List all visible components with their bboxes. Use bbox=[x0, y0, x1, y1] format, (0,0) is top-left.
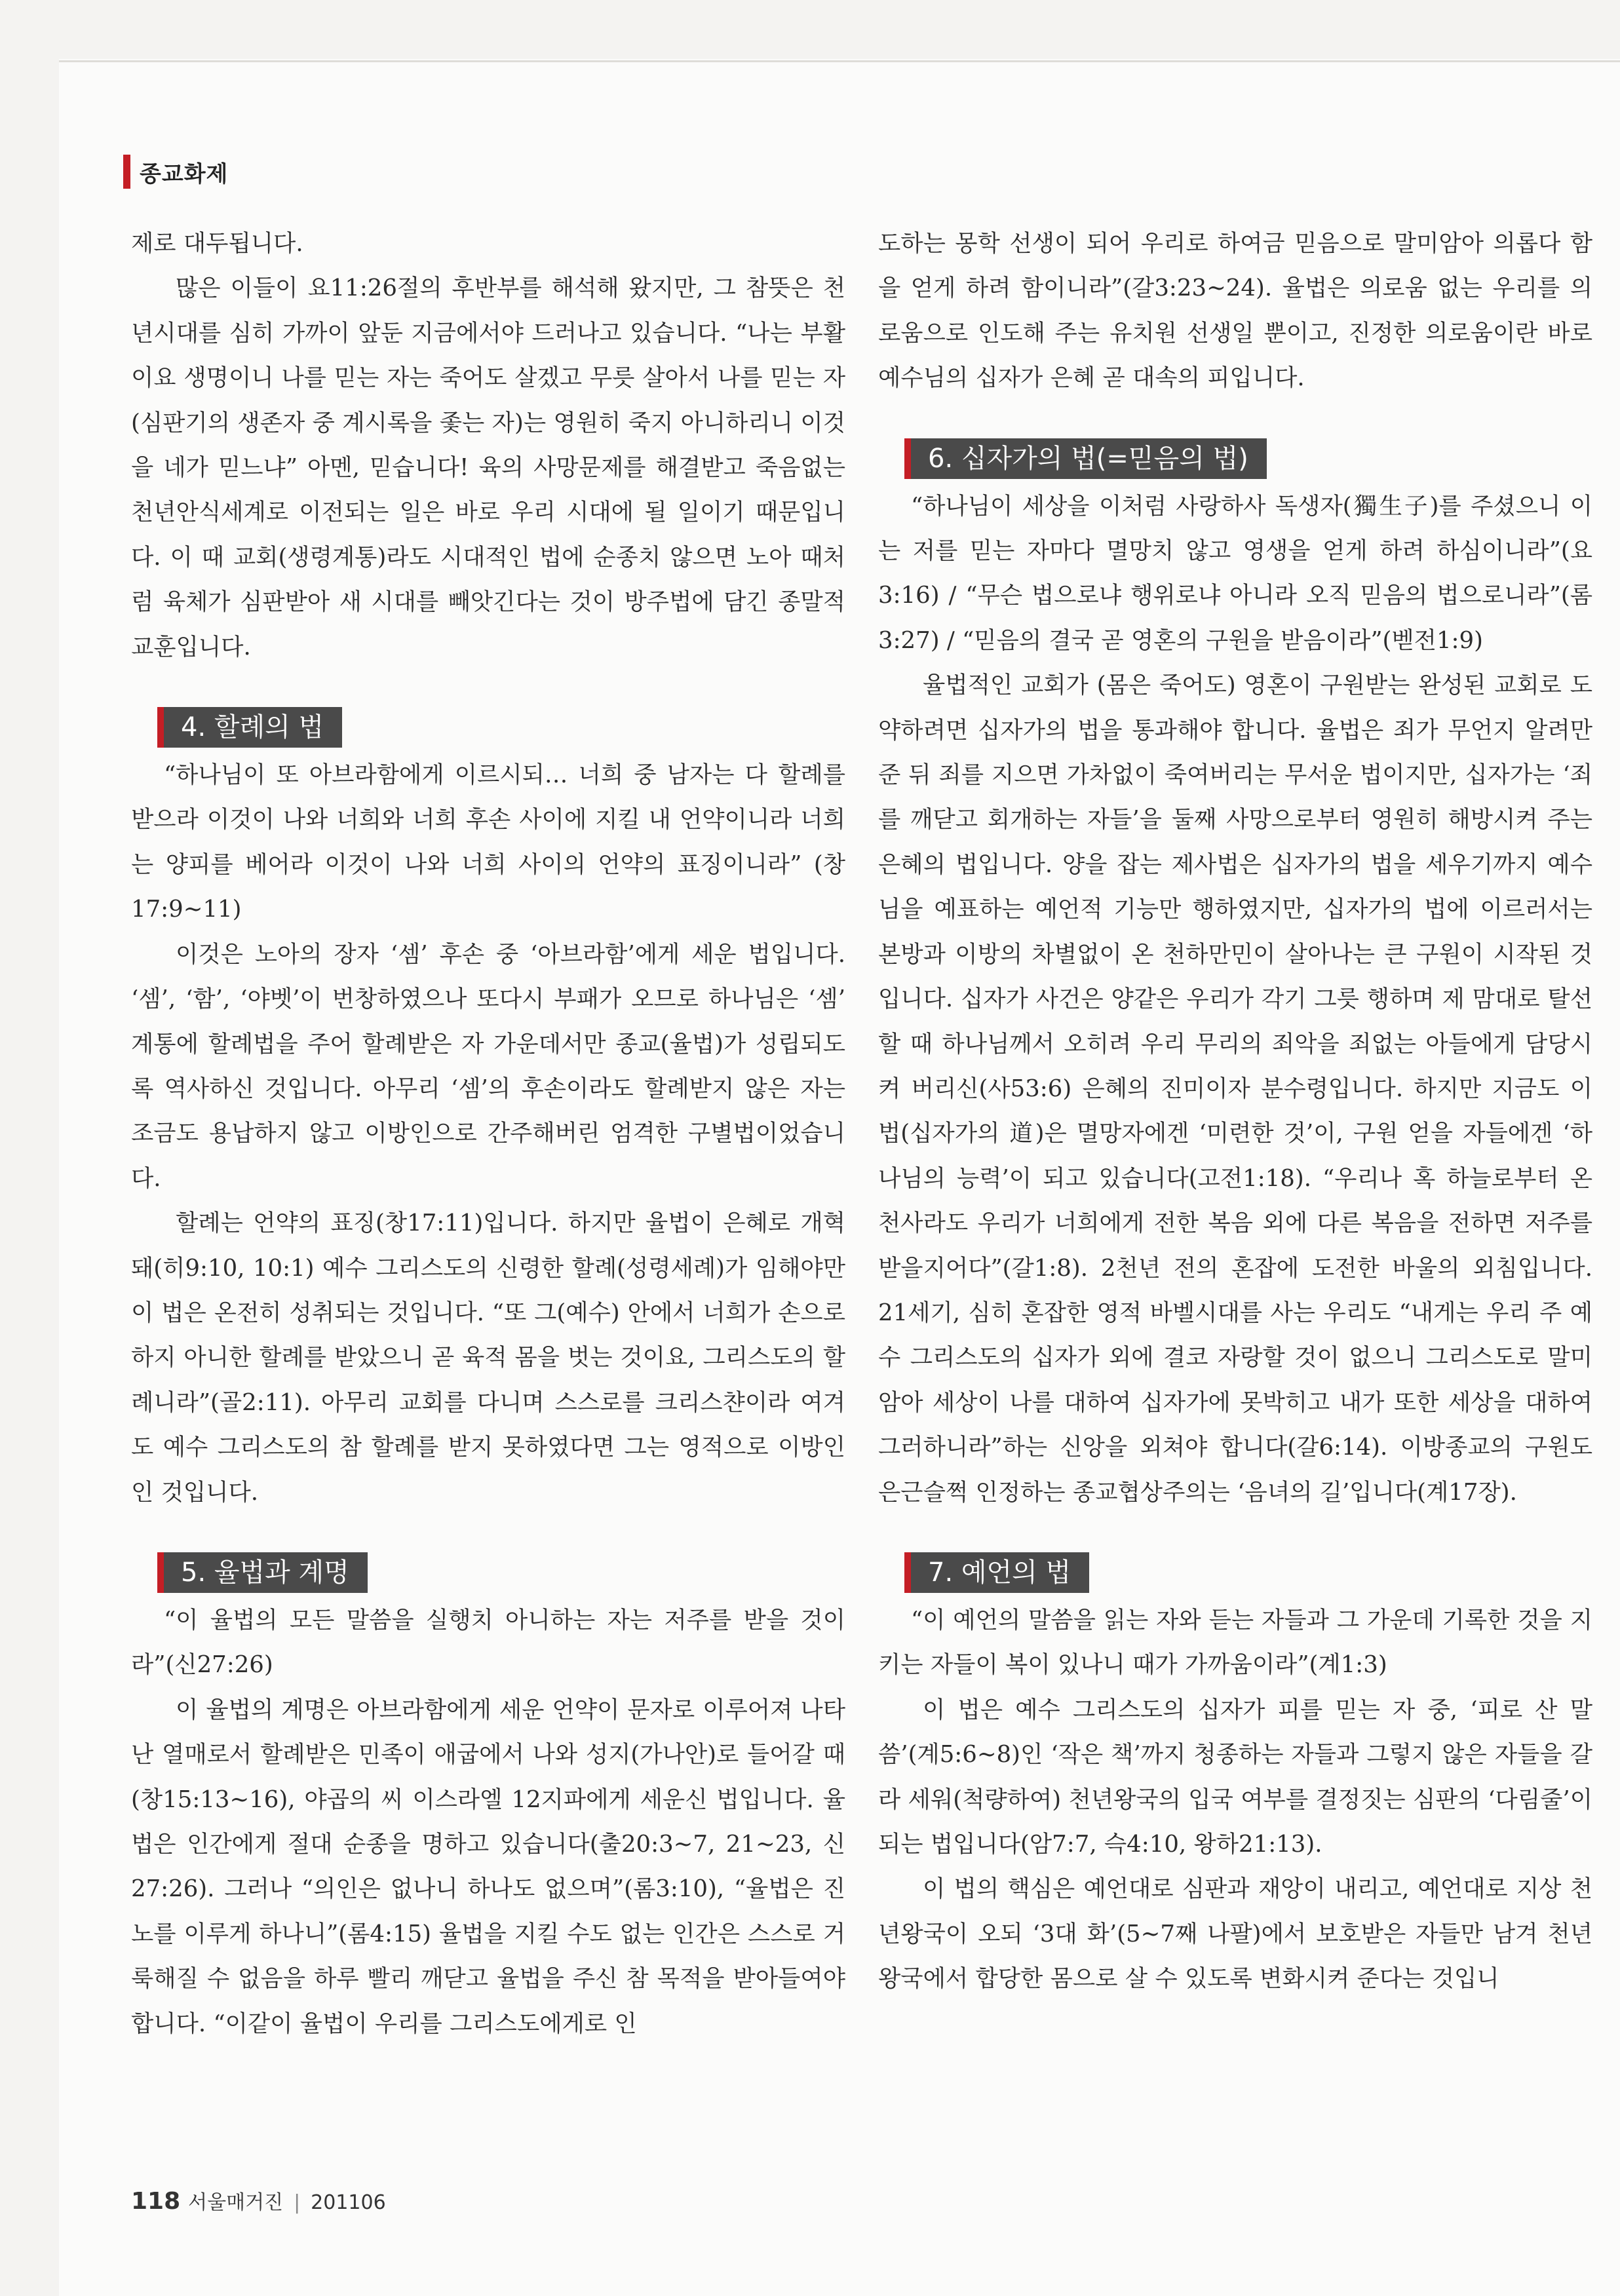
heading-section-5: 5. 율법과 계명 bbox=[157, 1552, 368, 1593]
footer-divider: | bbox=[294, 2191, 301, 2214]
heading-section-6: 6. 십자가의 법(=믿음의 법) bbox=[904, 438, 1267, 479]
paragraph: 이 율법의 계명은 아브라함에게 세운 언약이 문자로 이루어져 나타난 열매로서 할례받은 민족이 애굽에서 나와 성지(가나안)로 들어갈 때(창15:13~16), 야곱의 씨 이스라엘 12지파에게 세운신 법입니다. 율법은 인간에게 절대 순종을 명하고 있습니다(출20:3~7, 21~23, 신27:26). 그러나 “의인은 없나니 하나도 없으며”(롬3:10), “율법은 진노를 이루게 하나니”(롬4:15) 율법을 지킬 수도 없는 인간은 스스로 거룩해질 수 없음을 하루 빨리 깨닫고 율법을 주신 참 목적을 받아들여야 합니다. “이같이 율법이 우리를 그리스도에게로 인 bbox=[131, 1696, 845, 2037]
left-column bbox=[131, 221, 845, 2046]
paragraph: 율법적인 교회가 (몸은 죽어도) 영혼이 구원받는 완성된 교회로 도약하려면 십자가의 법을 통과해야 합니다. 율법은 죄가 무언지 알려만 준 뒤 죄를 지으면 가차없이 죽여버리는 무서운 법이지만, 십자가는 ‘죄를 깨닫고 회개하는 자들’을 둘째 사망으로부터 영원히 해방시켜 주는 은혜의 법입니다. 양을 잡는 제사법은 십자가의 법을 세우기까지 예수님을 예표하는 예언적 기능만 행하였지만, 십자가의 법에 이르러서는 본방과 이방의 차별없이 온 천하만민이 살아나는 큰 구원이 시작된 것입니다. 십자가 사건은 양같은 우리가 각기 그릇 행하며 제 맘대로 탈선할 때 하나님께서 오히려 우리 무리의 죄악을 죄없는 아들에게 담당시켜 버리신(사53:6) 은혜의 진미이자 분수령입니다. 하지만 지금도 이 법(십자가의 道)은 멸망자에겐 ‘미련한 것’이, 구원 얻을 자들에겐 ‘하나님의 능력’이 되고 있습니다(고전1:18). “우리나 혹 하늘로부터 온 천사라도 우리가 너희에게 전한 복음 외에 다른 복음을 전하면 저주를 받을지어다”(갈1:8). 2천년 전의 혼잡에 도전한 바울의 외침입니다. 21세기, 심히 혼잡한 영적 바벨시대를 사는 우리도 “내게는 우리 주 예수 그리스도의 십자가 외에 결코 자랑할 것이 없으니 그리스도로 말미암아 세상이 나를 대하여 십자가에 못박히고 내가 또한 세상을 대하여 그러하니라”하는 신앙을 외쳐야 합니다(갈6:14). 이방종교의 구원도 은근슬쩍 인정하는 종교협상주의는 ‘음녀의 길’입니다(계17장). bbox=[878, 672, 1592, 1506]
top-rule bbox=[59, 60, 1620, 62]
paragraph: 많은 이들이 요11:26절의 후반부를 해석해 왔지만, 그 참뜻은 천년시대를 심히 가까이 앞둔 지금에서야 드러나고 있습니다. “나는 부활이요 생명이니 나를 믿는 자는 죽어도 살겠고 무릇 살아서 나를 믿는 자(심판기의 생존자 중 계시록을 좇는 자)는 영원히 죽지 아니하리니 이것을 네가 믿느냐” 아멘, 믿습니다! 육의 사망문제를 해결받고 죽음없는 천년안식세계로 이전되는 일은 바로 우리 시대에 될 일이기 때문입니다. 이 때 교회(생령계통)라도 시대적인 법에 순종치 않으면 노아 때처럼 육체가 심판받아 새 시대를 빼앗긴다는 것이 방주법에 담긴 종말적 교훈입니다. bbox=[131, 275, 845, 660]
section-header bbox=[123, 152, 228, 191]
section-marker bbox=[123, 155, 130, 189]
paragraph: 도하는 몽학 선생이 되어 우리로 하여금 믿음으로 말미암아 의롭다 함을 얻게 하려 함이니라”(갈3:23~24). 율법은 의로움 없는 우리를 의로움으로 인도해 주는 유치원 선생일 뿐이고, 진정한 의로움이란 바로 예수님의 십자가 은혜 곧 대속의 피입니다. bbox=[878, 230, 1592, 392]
magazine-name: 서울매거진 bbox=[188, 2191, 284, 2214]
page-number: 118 bbox=[131, 2188, 181, 2215]
heading-section-4: 4. 할례의 법 bbox=[157, 707, 342, 748]
issue-date: 201106 bbox=[311, 2191, 386, 2214]
quote-paragraph: “하나님이 세상을 이처럼 사랑하사 독생자(獨生子)를 주셨으니 이는 저를 믿는 자마다 멸망치 않고 영생을 얻게 하려 하심이니라”(요3:16) / “무슨 법으로냐 행위로냐 아니라 오직 믿음의 법으로니라”(롬3:27) / “믿음의 결국 곧 영혼의 구원을 받음이라”(벧전1:9) bbox=[878, 492, 1592, 654]
quote-paragraph: “하나님이 또 아브라함에게 이르시되… 너희 중 남자는 다 할례를 받으라 이것이 나와 너희와 너희 후손 사이에 지킬 내 언약이니라 너희는 양피를 베어라 이것이 나와 너희 사이의 언약의 표징이니라” (창17:9~11) bbox=[131, 761, 845, 923]
paragraph: 제로 대두됩니다. bbox=[131, 230, 303, 257]
paragraph: 이 법의 핵심은 예언대로 심판과 재앙이 내리고, 예언대로 지상 천년왕국이 오되 ‘3대 화’(5~7째 나팔)에서 보호받은 자들만 남겨 천년왕국에서 합당한 몸으로 살 수 있도록 변화시켜 준다는 것입니 bbox=[878, 1875, 1592, 1993]
paragraph: 이 법은 예수 그리스도의 십자가 피를 믿는 자 중, ‘피로 산 말씀’(계5:6~8)인 ‘작은 책’까지 청종하는 자들과 그렇지 않은 자들을 갈라 세워(척량하여) 천년왕국의 입국 여부를 결정짓는 심판의 ‘다림줄’이 되는 법입니다(암7:7, 슥4:10, 왕하21:13). bbox=[878, 1696, 1593, 1858]
paragraph: 할례는 언약의 표징(창17:11)입니다. 하지만 율법이 은혜로 개혁돼(히9:10, 10:1) 예수 그리스도의 신령한 할례(성령세례)가 임해야만 이 법은 온전히 성취되는 것입니다. “또 그(예수) 안에서 너희가 손으로 하지 아니한 할례를 받았으니 곧 육적 몸을 벗는 것이요, 그리스도의 할례니라”(골2:11). 아무리 교회를 다니며 스스로를 크리스챤이라 여겨도 예수 그리스도의 참 할례를 받지 못하였다면 그는 영적으로 이방인인 것입니다. bbox=[131, 1210, 845, 1506]
quote-paragraph: “이 예언의 말씀을 읽는 자와 듣는 자들과 그 가운데 기록한 것을 지키는 자들이 복이 있나니 때가 가까움이라”(계1:3) bbox=[878, 1606, 1592, 1679]
quote-paragraph: “이 율법의 모든 말씀을 실행치 아니하는 자는 저주를 받을 것이라”(신27:26) bbox=[131, 1606, 845, 1679]
paragraph: 이것은 노아의 장자 ‘셈’ 후손 중 ‘아브라함’에게 세운 법입니다. ‘셈’, ‘함’, ‘야벳’이 번창하였으나 또다시 부패가 오므로 하나님은 ‘셈’ 계통에 할례법을 주어 할례받은 자 가운데서만 종교(율법)가 성립되도록 역사하신 것입니다. 아무리 ‘셈’의 후손이라도 할례받지 않은 자는 조금도 용납하지 않고 이방인으로 간주해버린 엄격한 구별법이었습니다. bbox=[131, 940, 845, 1192]
heading-section-7: 7. 예언의 법 bbox=[904, 1552, 1089, 1593]
right-column bbox=[878, 221, 1592, 2002]
section-label: 종교화제 bbox=[140, 161, 229, 187]
page-footer bbox=[131, 2186, 386, 2215]
